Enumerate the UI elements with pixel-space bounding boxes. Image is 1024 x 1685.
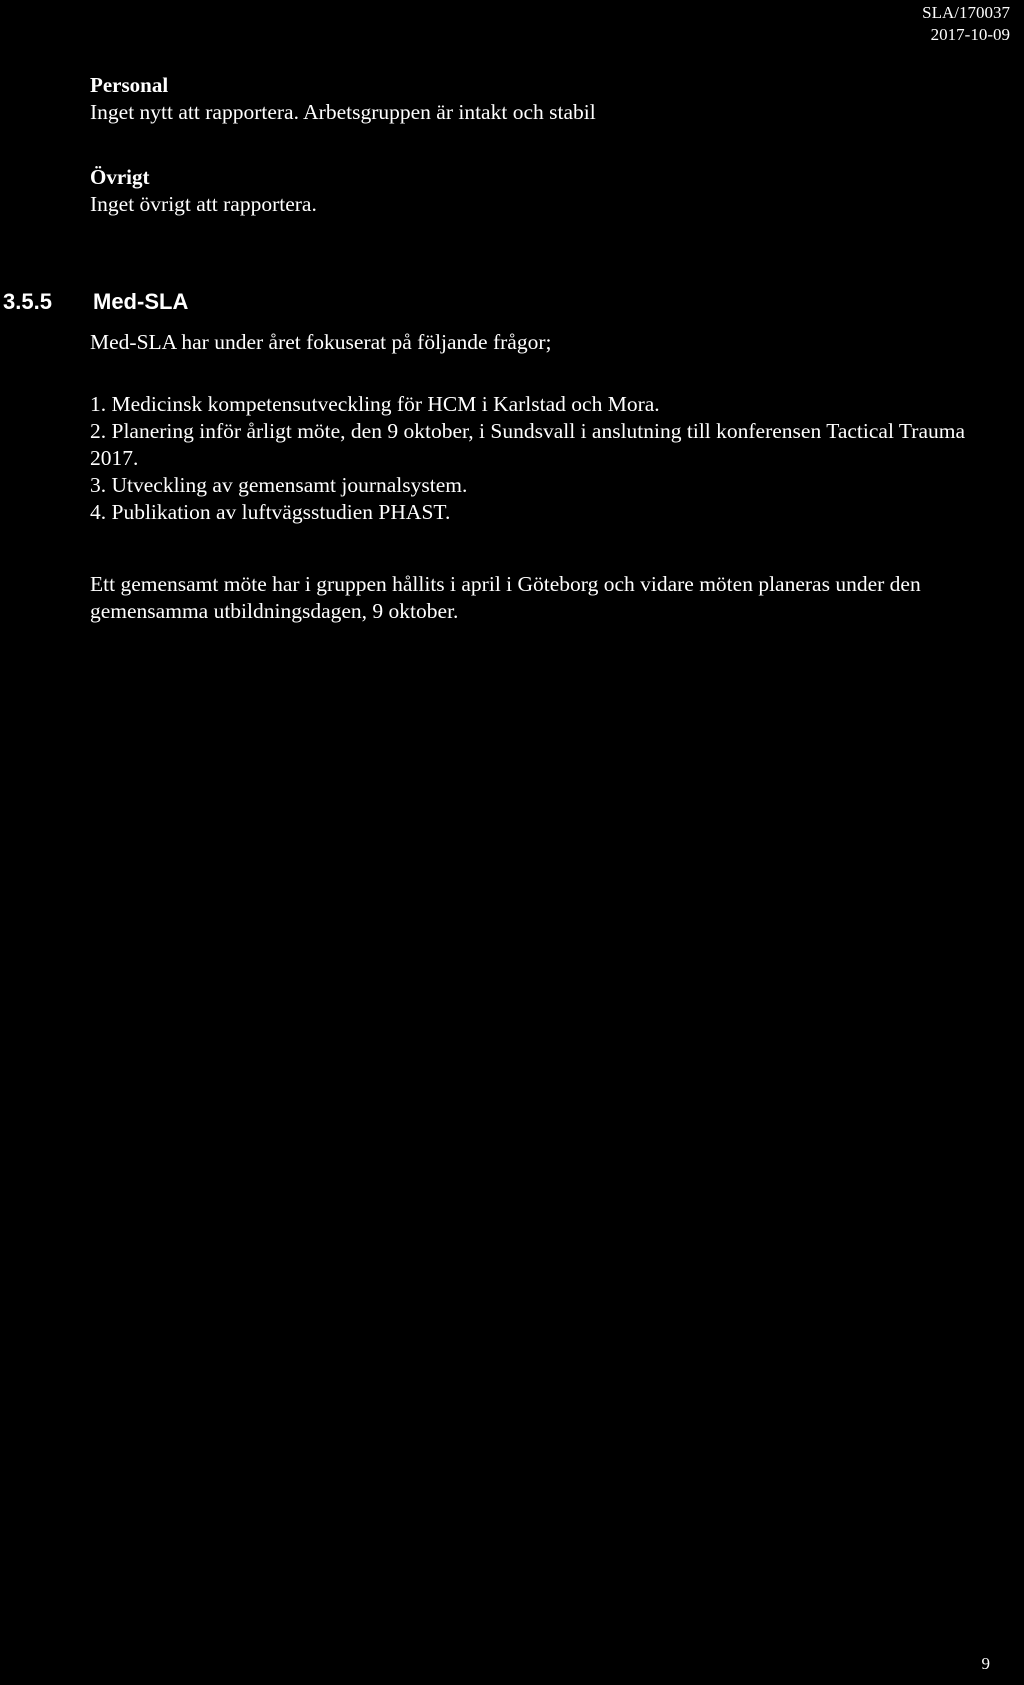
section-heading xyxy=(3,288,188,316)
list-item: 2. Planering inför årligt möte, den 9 oktober, i Sundsvall i anslutning till konferensen Tactical Trauma 2017. xyxy=(90,419,966,470)
section-list-container xyxy=(90,391,1000,526)
personal-text: Inget nytt att rapportera. Arbetsgruppen är intakt och stabil xyxy=(90,100,596,124)
ovrigt-text: Inget övrigt att rapportera. xyxy=(90,192,317,216)
list-item: 4. Publikation av luftvägsstudien PHAST. xyxy=(90,500,451,524)
list-item: 1. Medicinsk kompetensutveckling för HCM i Karlstad och Mora. xyxy=(90,392,660,416)
list-item: 3. Utveckling av gemensamt journalsystem. xyxy=(90,473,468,497)
document-reference xyxy=(922,2,1010,46)
section-intro: Med-SLA har under året fokuserat på följande frågor; xyxy=(90,330,552,354)
personal-heading: Personal xyxy=(90,73,169,97)
personal-section xyxy=(90,72,1000,126)
ovrigt-heading: Övrigt xyxy=(90,165,150,189)
page-number: 9 xyxy=(981,1654,990,1673)
document-date: 2017-10-09 xyxy=(930,25,1010,44)
document-id: SLA/170037 xyxy=(922,3,1010,22)
ovrigt-section xyxy=(90,164,1000,218)
section-closing: Ett gemensamt möte har i gruppen hållits i april i Göteborg och vidare möten planeras under den gemensamma utbildningsdagen, 9 oktober. xyxy=(90,572,921,623)
section-title: Med-SLA xyxy=(93,289,189,314)
section-list xyxy=(90,391,1000,526)
section-number: 3.5.5 xyxy=(3,289,52,314)
